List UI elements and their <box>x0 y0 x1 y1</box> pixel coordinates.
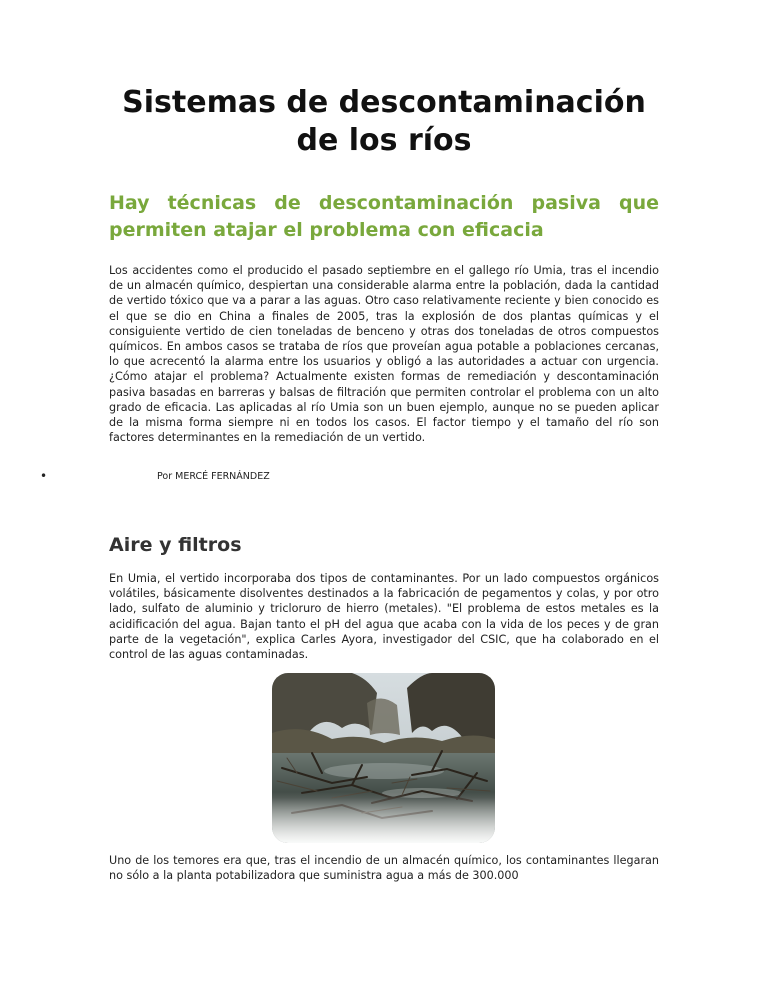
intro-paragraph: Los accidentes como el producido el pasado septiembre en el gallego río Umia, tras el incendio de un almacén químico, despiertan una considerable alarma entre la población, dada la cantidad de vertido tóxico que va a parar a las aguas. Otro caso relativamente reciente y bien conocido es el que se dio en China a finales de 2005, tras la explosión de dos plantas químicas y el consiguiente vertido de cien toneladas de benceno y otras dos toneladas de otros compuestos químicos. En ambos casos se trataba de ríos que proveían agua potable a poblaciones cercanas, lo que acrecentó la alarma entre los usuarios y obligó a las autoridades a actuar con urgencia. ¿Cómo atajar el problema? Actualmente existen formas de remediación y descontaminación pasiva basadas en barreras y balsas de filtración que permiten controlar el problema con un alto grado de eficacia. Las aplicadas al río Umia son un buen ejemplo, aunque no se pueden aplicar de la misma forma siempre ni en todos los casos. El factor tiempo y el tamaño del río son factores determinantes en la remediación de un vertido. <box>109 264 659 445</box>
byline <box>40 470 440 486</box>
byline-author: Por MERCÉ FERNÁNDEZ <box>157 471 270 482</box>
river-photo <box>272 673 495 843</box>
article-subtitle: Hay técnicas de descontaminación pasiva que permiten atajar el problema con eficacia <box>109 192 659 241</box>
section-paragraph: En Umia, el vertido incorporaba dos tipos de contaminantes. Por un lado compuestos orgánicos volátiles, básicamente disolventes destinados a la fabricación de pegamentos y colas, y por otro lado, sulfato de aluminio y tricloruro de hierro (metales). "El problema de estos metales es la acidificación del agua. Bajan tanto el pH del agua que acaba con la vida de los peces y de gran parte de la vegetación", explica Carles Ayora, investigador del CSIC, que ha colaborado en el control de las aguas contaminadas. <box>109 572 659 662</box>
closing-paragraph: Uno de los temores era que, tras el incendio de un almacén químico, los contaminantes llegaran no sólo a la planta potabilizadora que suministra agua a más de 300.000 <box>109 854 659 883</box>
river-photo-figure <box>272 673 495 843</box>
section-heading: Aire y filtros <box>109 534 242 556</box>
bullet-icon: • <box>40 469 48 483</box>
page-title: Sistemas de descontaminación de los ríos <box>122 85 646 158</box>
